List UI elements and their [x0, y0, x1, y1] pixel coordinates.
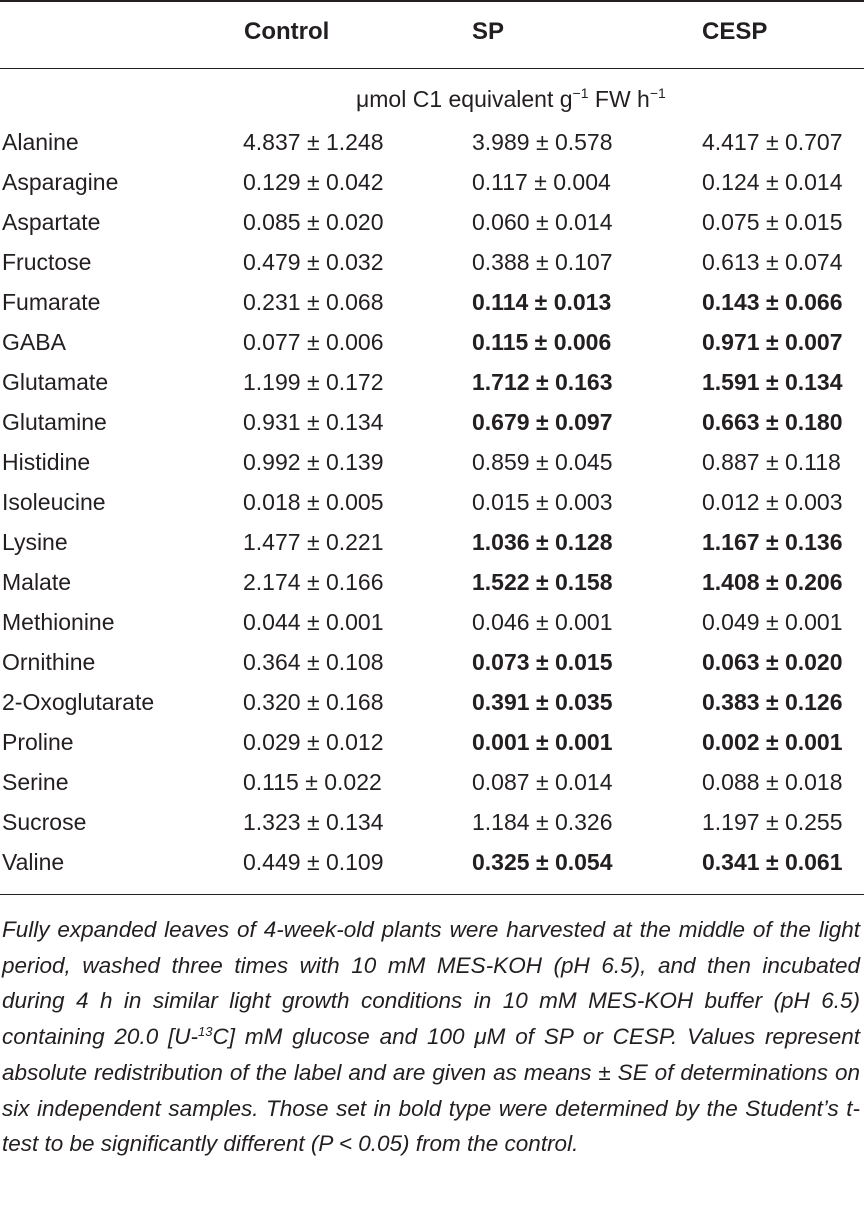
cell-sp: 1.522 ± 0.158 [472, 569, 613, 595]
row-name: Histidine [2, 449, 91, 475]
cell-control: 0.115 ± 0.022 [243, 769, 382, 795]
row-name: Lysine [2, 529, 68, 555]
table-row [0, 282, 864, 322]
row-name: Sucrose [2, 809, 87, 835]
cell-control: 0.018 ± 0.005 [243, 489, 384, 515]
cell-cesp: 0.613 ± 0.074 [702, 249, 843, 275]
table-row [0, 842, 864, 882]
table-footnote: Fully expanded leaves of 4-week-old plants were harvested at the middle of the light period, washed three times with 10 mM MES-KOH (pH 6.5), and then incubated during 4 h in similar light growth conditions in 10 mM MES-KOH buffer (pH 6.5) containing 20.0 [U-$^{13}$C] mM glucose and 100 μM of SP or CESP. Values represent absolute redistribution of the label and are given as means ± SE of determinations on six independent samples. Those set in bold type were determined by the Student’s t-test to be significantly different (P < 0.05) from the control. [2, 917, 860, 1157]
cell-cesp: 0.383 ± 0.126 [702, 689, 843, 715]
cell-control: 1.199 ± 0.172 [243, 369, 384, 395]
cell-cesp: 0.124 ± 0.014 [702, 169, 843, 195]
cell-cesp: 1.408 ± 0.206 [702, 569, 843, 595]
table-row [0, 202, 864, 242]
cell-sp: 1.712 ± 0.163 [472, 369, 613, 395]
row-name: 2-Oxoglutarate [2, 689, 155, 715]
row-name: Glutamate [2, 369, 109, 395]
table-row [0, 762, 864, 802]
table-row [0, 682, 864, 722]
table-row [0, 442, 864, 482]
row-name: Glutamine [2, 409, 107, 435]
row-name: Fumarate [2, 289, 101, 315]
cell-cesp: 1.167 ± 0.136 [702, 529, 843, 555]
cell-sp: 0.001 ± 0.001 [472, 729, 613, 755]
cell-control: 0.364 ± 0.108 [243, 649, 384, 675]
cell-cesp: 0.075 ± 0.015 [702, 209, 843, 235]
table-row [0, 242, 864, 282]
header-rule [0, 68, 864, 69]
cell-sp: 3.989 ± 0.578 [472, 129, 613, 155]
cell-sp: 0.117 ± 0.004 [472, 169, 611, 195]
cell-sp: 1.036 ± 0.128 [472, 529, 613, 555]
header-sp: SP [472, 18, 505, 45]
cell-cesp: 0.971 ± 0.007 [702, 329, 843, 355]
row-name: Aspartate [2, 209, 101, 235]
table-row [0, 402, 864, 442]
bottom-rule [0, 894, 864, 895]
cell-cesp: 0.063 ± 0.020 [702, 649, 843, 675]
cell-cesp: 0.012 ± 0.003 [702, 489, 843, 515]
cell-sp: 0.679 ± 0.097 [472, 409, 613, 435]
row-name: Asparagine [2, 169, 119, 195]
cell-control: 0.231 ± 0.068 [243, 289, 384, 315]
cell-sp: 0.060 ± 0.014 [472, 209, 613, 235]
cell-control: 0.077 ± 0.006 [243, 329, 384, 355]
table-row [0, 522, 864, 562]
table-row [0, 602, 864, 642]
row-name: Proline [2, 729, 74, 755]
cell-sp: 0.015 ± 0.003 [472, 489, 613, 515]
cell-sp: 0.114 ± 0.013 [472, 289, 612, 315]
cell-cesp: 0.002 ± 0.001 [702, 729, 843, 755]
cell-control: 1.477 ± 0.221 [243, 529, 384, 555]
table-row [0, 562, 864, 602]
table-row [0, 362, 864, 402]
cell-cesp: 0.341 ± 0.061 [702, 849, 843, 875]
row-name: Isoleucine [2, 489, 106, 515]
cell-control: 4.837 ± 1.248 [243, 129, 384, 155]
row-name: Serine [2, 769, 69, 795]
row-name: GABA [2, 329, 66, 355]
cell-cesp: 0.887 ± 0.118 [702, 449, 841, 475]
table-row [0, 482, 864, 522]
cell-control: 0.931 ± 0.134 [243, 409, 384, 435]
cell-sp: 1.184 ± 0.326 [472, 809, 613, 835]
cell-cesp: 0.049 ± 0.001 [702, 609, 843, 635]
row-name: Methionine [2, 609, 115, 635]
table-row [0, 322, 864, 362]
cell-control: 0.085 ± 0.020 [243, 209, 384, 235]
table-row [0, 722, 864, 762]
table-row [0, 802, 864, 842]
cell-sp: 0.859 ± 0.045 [472, 449, 613, 475]
cell-control: 1.323 ± 0.134 [243, 809, 384, 835]
header-control: Control [244, 18, 330, 45]
cell-control: 0.992 ± 0.139 [243, 449, 384, 475]
cell-control: 0.479 ± 0.032 [243, 249, 384, 275]
units-label: μmol C1 equivalent $g^{-1}$ FW $h^{-1}$ [356, 85, 666, 112]
cell-sp: 0.073 ± 0.015 [472, 649, 613, 675]
table-row [0, 642, 864, 682]
row-name: Valine [2, 849, 65, 875]
cell-cesp: 1.591 ± 0.134 [702, 369, 843, 395]
cell-sp: 0.325 ± 0.054 [472, 849, 613, 875]
cell-cesp: 1.197 ± 0.255 [702, 809, 843, 835]
cell-sp: 0.115 ± 0.006 [472, 329, 612, 355]
cell-sp: 0.046 ± 0.001 [472, 609, 613, 635]
cell-control: 0.449 ± 0.109 [243, 849, 384, 875]
cell-control: 2.174 ± 0.166 [243, 569, 384, 595]
cell-sp: 0.087 ± 0.014 [472, 769, 613, 795]
row-name: Ornithine [2, 649, 96, 675]
cell-cesp: 0.663 ± 0.180 [702, 409, 843, 435]
row-name: Fructose [2, 249, 92, 275]
header-cesp: CESP [702, 18, 768, 45]
table-row [0, 122, 864, 162]
cell-cesp: 0.143 ± 0.066 [702, 289, 843, 315]
cell-control: 0.320 ± 0.168 [243, 689, 384, 715]
cell-control: 0.044 ± 0.001 [243, 609, 384, 635]
table-row [0, 162, 864, 202]
cell-cesp: 4.417 ± 0.707 [702, 129, 843, 155]
row-name: Malate [2, 569, 72, 595]
cell-control: 0.129 ± 0.042 [243, 169, 384, 195]
row-name: Alanine [2, 129, 79, 155]
cell-cesp: 0.088 ± 0.018 [702, 769, 843, 795]
cell-control: 0.029 ± 0.012 [243, 729, 384, 755]
table-header [0, 0, 864, 68]
cell-sp: 0.391 ± 0.035 [472, 689, 613, 715]
cell-sp: 0.388 ± 0.107 [472, 249, 613, 275]
table-body [0, 122, 864, 882]
